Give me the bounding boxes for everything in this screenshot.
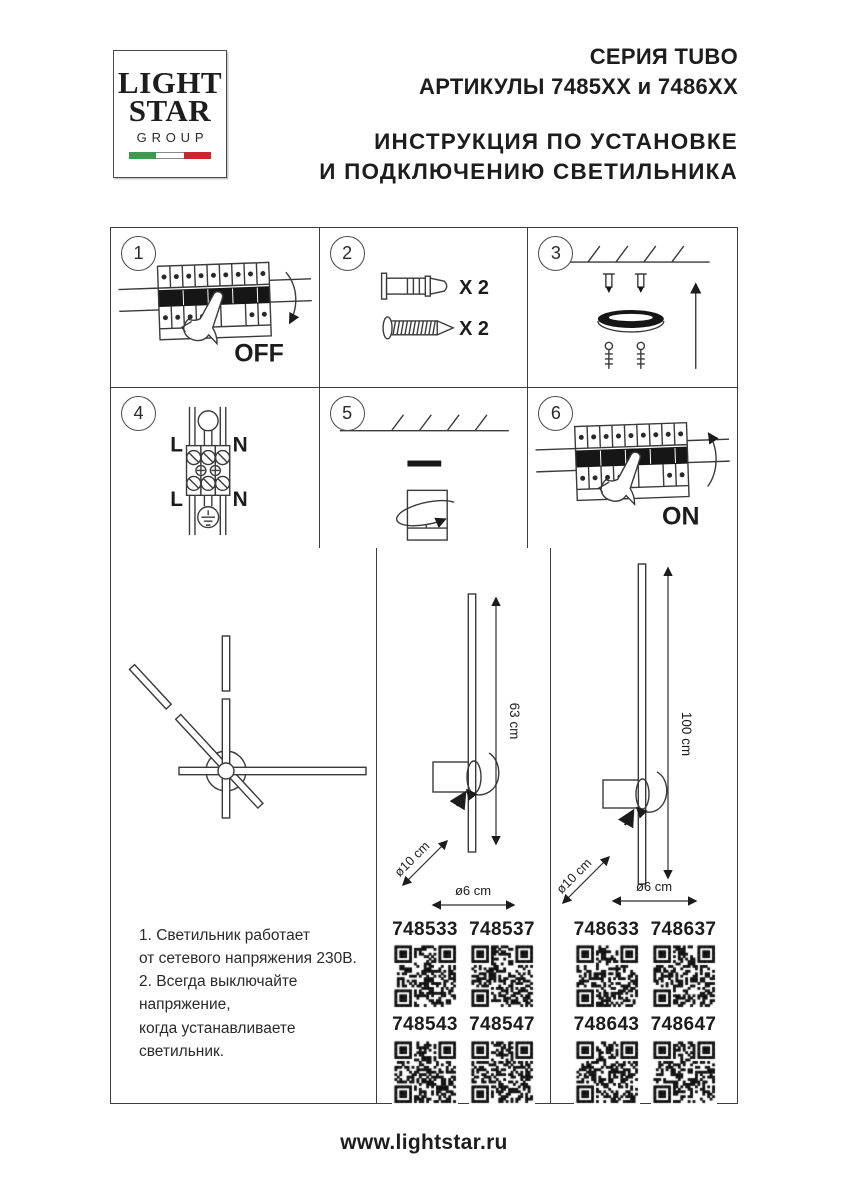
article-number: 748537: [469, 918, 535, 940]
fixture-63-drawing: [377, 548, 548, 918]
screw-icon: [383, 317, 453, 339]
note-line: когда устанавливаете светильник.: [139, 1019, 296, 1060]
note-line: от сетевого напряжения 230В.: [139, 949, 357, 967]
line-label-top: L: [170, 433, 183, 457]
flag-green-segment: [129, 152, 156, 159]
series-title: СЕРИЯ TUBO: [589, 44, 738, 69]
step-cell-4: [111, 388, 320, 548]
instruction-title: [319, 127, 738, 186]
variant-63-cell: [377, 548, 551, 1103]
step-cell-1: [111, 228, 320, 388]
qr-code: [651, 1039, 717, 1105]
horizontal-tube: [179, 767, 366, 774]
qr-code: [392, 943, 458, 1009]
article-item: [648, 1014, 719, 1105]
step-number-badge: 6: [538, 396, 573, 431]
tube-diameter-label: ø6 cm: [454, 882, 492, 898]
logo-word-group: GROUP: [136, 130, 209, 146]
step-cell-3: [528, 228, 737, 388]
center-hub: [218, 763, 234, 779]
article-item: [467, 1014, 538, 1105]
neutral-label-bottom: N: [232, 488, 248, 512]
screw-qty-label: X 2: [458, 317, 489, 340]
italian-flag-bar: [129, 152, 211, 159]
instruction-title-line2: И ПОДКЛЮЧЕНИЮ СВЕТИЛЬНИКА: [319, 159, 738, 185]
article-number: 748643: [573, 1014, 640, 1036]
lamp-symbol: [198, 411, 218, 431]
article-number: 748633: [573, 918, 640, 940]
line-label-bottom: L: [170, 488, 183, 512]
header-titles: [319, 42, 738, 187]
vertical-tube-upper: [222, 636, 229, 691]
variant-100-cell: [551, 548, 739, 1103]
joint-arrow: [457, 793, 465, 806]
logo-word-star: STAR: [128, 92, 212, 128]
fixture-100-drawing: [551, 548, 736, 920]
plug-qty-label: X 2: [458, 277, 489, 300]
article-item: [648, 919, 719, 1010]
wall-plug-icon: [381, 273, 446, 299]
step-number-badge: 4: [121, 396, 156, 431]
flag-white-segment: [156, 152, 183, 159]
overview-cell: [111, 548, 377, 1103]
fixture-overview-drawing: [111, 548, 374, 920]
tube-diameter-label: ø6 cm: [635, 878, 673, 894]
qr-code: [651, 943, 717, 1009]
mount-bracket-icon: [598, 310, 664, 332]
step-number-badge: 5: [330, 396, 365, 431]
note-line: 2. Всегда выключайте напряжение,: [139, 973, 298, 1014]
length-label: 63 cm: [507, 702, 522, 739]
article-number: 748547: [469, 1014, 535, 1036]
step-cell-6: [528, 388, 737, 548]
vertical-tube-lower: [222, 699, 229, 818]
instruction-title-line1: ИНСТРУКЦИЯ ПО УСТАНОВКЕ: [374, 129, 738, 155]
on-label: ON: [662, 502, 700, 531]
article-number: 748543: [392, 1014, 458, 1036]
neutral-label-top: N: [232, 433, 248, 457]
flag-red-segment: [184, 152, 211, 159]
wall-mount-box: [603, 780, 641, 808]
article-item: [390, 919, 461, 1010]
safety-notes: [139, 924, 367, 1064]
product-info-table: [110, 548, 738, 1104]
article-item: [571, 1014, 642, 1105]
installation-steps-table: [110, 227, 738, 549]
length-label: 100 cm: [679, 711, 694, 756]
qr-code: [469, 943, 535, 1009]
screw-icons: [605, 342, 645, 369]
qr-code: [574, 943, 640, 1009]
articles-100-grid: [551, 919, 739, 1106]
tube-63: [468, 594, 475, 852]
mount-diameter-label: ø10 cm: [391, 837, 433, 879]
qr-code: [392, 1039, 458, 1105]
article-number: 748647: [650, 1014, 717, 1036]
off-label: OFF: [234, 340, 284, 368]
article-number: 748533: [392, 918, 458, 940]
logo-word-light: LIGHT: [117, 64, 223, 100]
website-url: www.lightstar.ru: [340, 1131, 508, 1154]
step-cell-2: [320, 228, 529, 388]
note-line: 1. Светильник работает: [139, 926, 310, 944]
qr-code: [574, 1039, 640, 1105]
step-number-badge: 1: [121, 236, 156, 271]
lamp-body: [407, 490, 447, 540]
step-number-badge: 2: [330, 236, 365, 271]
joint-arrow: [625, 811, 633, 825]
tube-100: [638, 564, 645, 884]
articles-title: АРТИКУЛЫ 7485XX и 7486XX: [419, 73, 738, 99]
qr-code: [469, 1039, 535, 1105]
step-number-badge: 3: [538, 236, 573, 271]
article-item: [571, 919, 642, 1010]
diagonal-tube: [129, 664, 263, 807]
ground-symbol: [198, 507, 219, 528]
article-item: [467, 919, 538, 1010]
mount-diameter-label: ø10 cm: [553, 854, 595, 896]
lightstar-logo: [113, 50, 227, 178]
articles-63-grid: [377, 919, 550, 1106]
step-cell-5: [320, 388, 529, 548]
article-number: 748637: [650, 918, 717, 940]
article-item: [390, 1014, 461, 1105]
anchor-icons: [603, 274, 647, 293]
bracket-edge: [407, 461, 441, 467]
